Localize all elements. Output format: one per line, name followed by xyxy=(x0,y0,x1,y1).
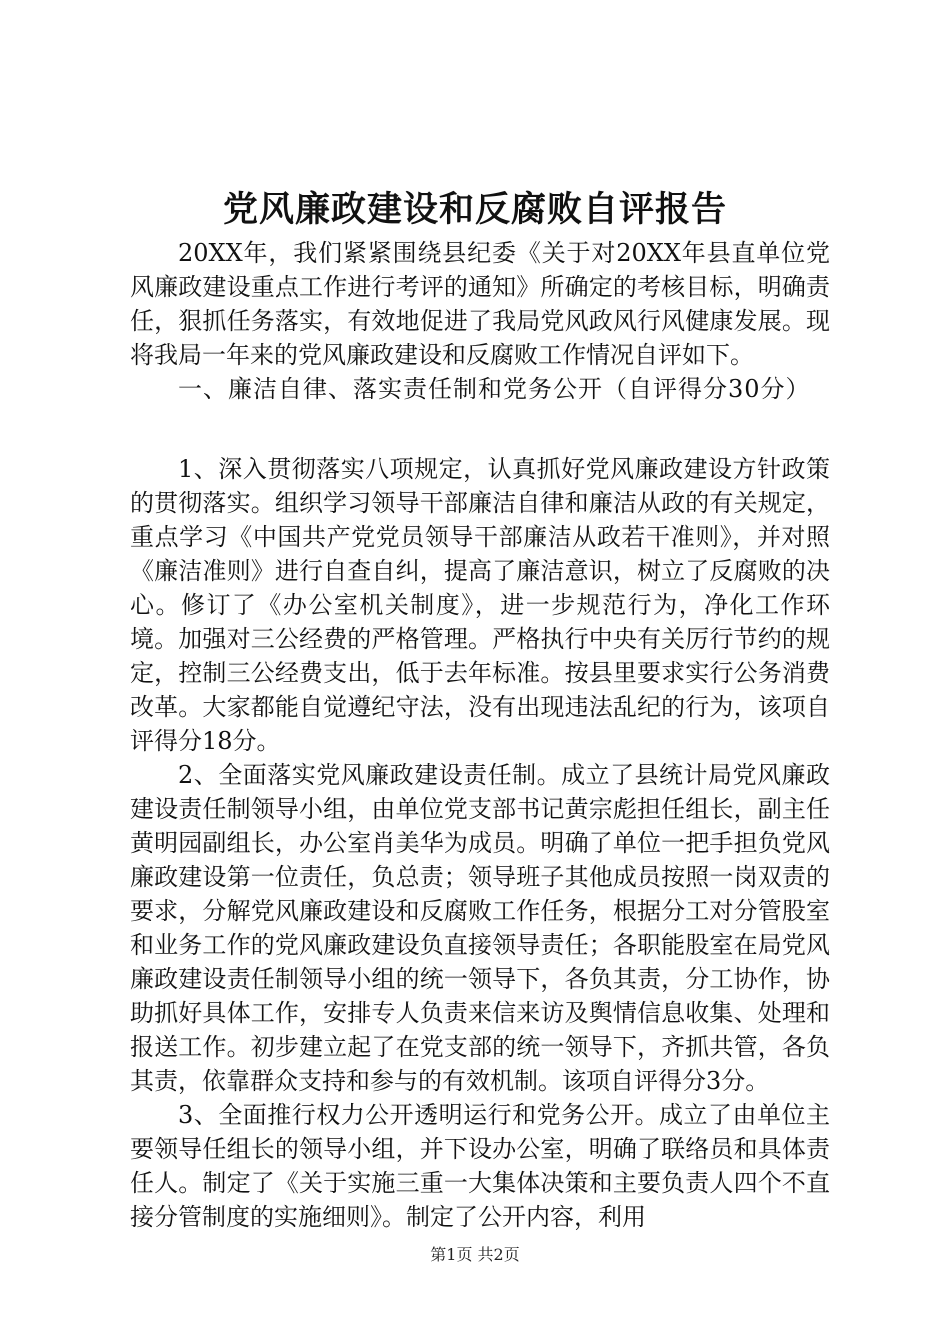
paragraph-2: 2、全面落实党风廉政建设责任制。成立了县统计局党风廉政建设责任制领导小组，由单位党支部书记黄宗彪担任组长，副主任黄明园副组长，办公室肖美华为成员。明确了单位一把手担负党风廉政建设第一位责任，负总责；领导班子其他成员按照一岗双责的要求，分解党风廉政建设和反腐败工作任务，根据分工对分管股室和业务工作的党风廉政建设负直接领导责任；各职能股室在局党风廉政建设责任制领导小组的统一领导下，各负其责，分工协作，协助抓好具体工作，安排专人负责来信来访及舆情信息收集、处理和报送工作。初步建立起了在党支部的统一领导下，齐抓共管，各负其责，依靠群众支持和参与的有效机制。该项自评得分3分。 xyxy=(130,761,830,1095)
paragraph-1: 1、深入贯彻落实八项规定，认真抓好党风廉政建设方针政策的贯彻落实。组织学习领导干部廉洁自律和廉洁从政的有关规定，重点学习《中国共产党党员领导干部廉洁从政若干准则》，并对照《廉洁准则》进行自查自纠，提高了廉洁意识，树立了反腐败的决心。修订了《办公室机关制度》，进一步规范行为，净化工作环境。加强对三公经费的严格管理。严格执行中央有关厉行节约的规定，控制三公经费支出，低于去年标准。按县里要求实行公务消费改革。大家都能自觉遵纪守法，没有出现违法乱纪的行为，该项自评得分18分。 xyxy=(130,455,830,755)
section-1-heading: 一、廉洁自律、落实责任制和党务公开（自评得分30分） xyxy=(178,375,811,403)
page-footer: 第1页 共2页 xyxy=(430,1245,520,1264)
blank-line xyxy=(130,406,830,452)
document-title: 党风廉政建设和反腐败自评报告 xyxy=(222,189,727,230)
intro-paragraph: 20XX年，我们紧紧围绕县纪委《关于对20XX年县直单位党风廉政建设重点工作进行考评的通知》所确定的考核目标，明确责任，狠抓任务落实，有效地促进了我局党风政风行风健康发展。现将我局一年来的党风廉政建设和反腐败工作情况自评如下。 xyxy=(130,239,830,369)
document-body xyxy=(130,236,830,1234)
paragraph-3: 3、全面推行权力公开透明运行和党务公开。成立了由单位主要领导任组长的领导小组，并下设办公室，明确了联络员和具体责任人。制定了《关于实施三重一大集体决策和主要负责人四个不直接分管制度的实施细则》。制定了公开内容，利用 xyxy=(130,1101,830,1231)
